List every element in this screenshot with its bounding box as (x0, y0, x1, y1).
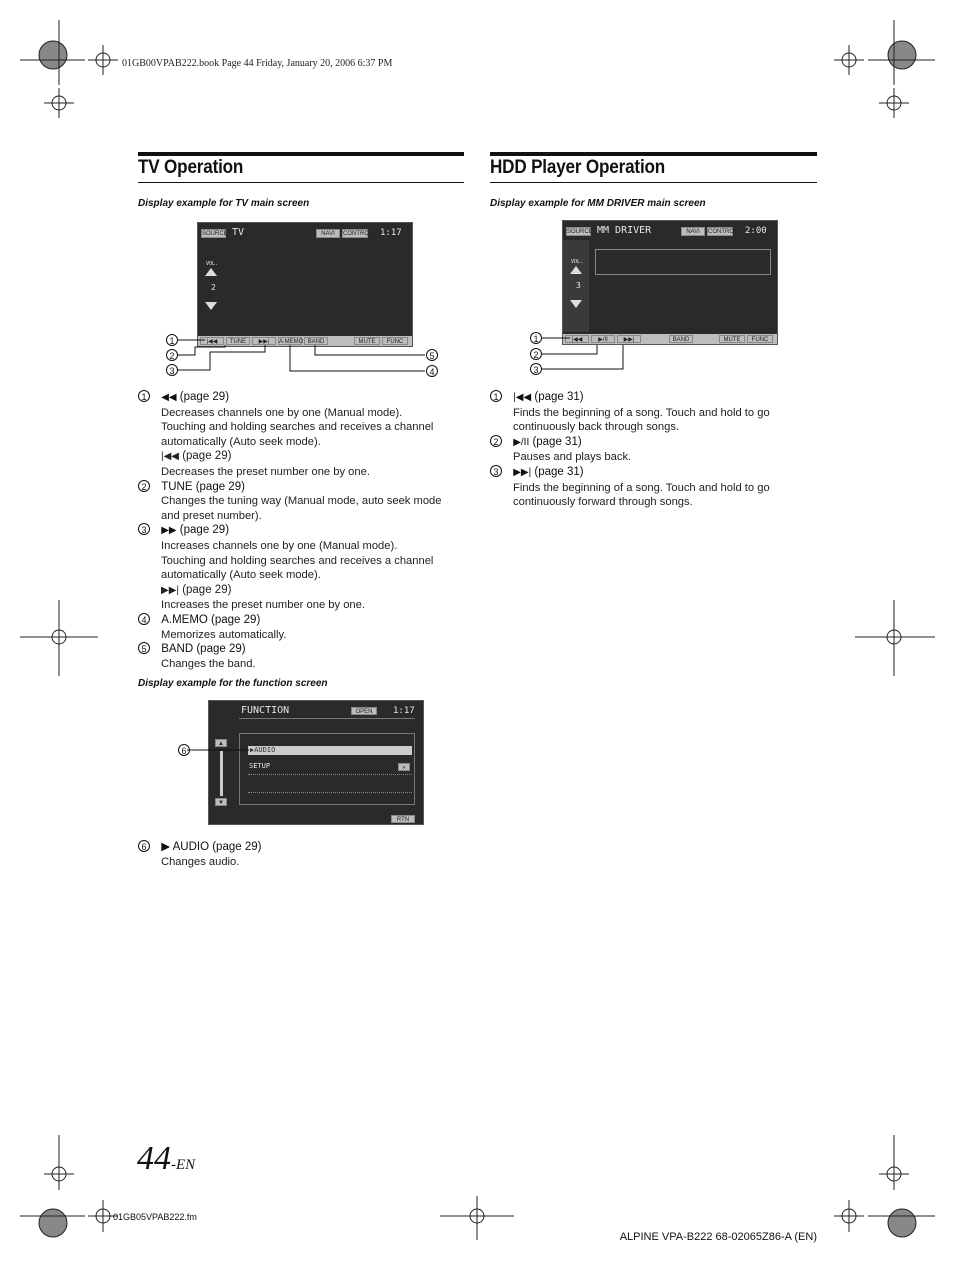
tv-item-2 (138, 480, 468, 495)
file-info: 01GB00VPAB222.book Page 44 Friday, January 20, 2006 6:37 PM (122, 58, 393, 69)
tv-title-underline (138, 182, 464, 183)
footer-file: 01GB05VPAB222.fm (113, 1212, 197, 1222)
setup-arrow-icon[interactable]: » (398, 763, 410, 771)
volume-down-icon[interactable] (205, 302, 217, 310)
desc-line: Memorizes automatically. (161, 628, 287, 641)
hdd-title-bar (490, 152, 817, 156)
hdd-main-screen (562, 220, 778, 345)
tv-callout-lines (160, 330, 450, 380)
tv-item-2-label: TUNE (page 29) (161, 480, 245, 493)
tv-item-6 (138, 840, 468, 869)
tv-item-6-number: 6 (138, 840, 150, 852)
control-button[interactable]: CONTROL (708, 229, 738, 235)
tv-item-3-desc (161, 539, 468, 613)
volume-value: 2 (211, 283, 216, 292)
tv-item-2-number: 2 (138, 480, 150, 492)
tv-section-title: TV Operation (138, 157, 244, 178)
skip-forward-icon: ▶▶| (513, 466, 532, 478)
tune-button[interactable]: TUNE (226, 337, 250, 345)
tv-item-6-label: ▶ AUDIO (page 29) (161, 841, 262, 853)
hdd-clock: 2:00 (745, 226, 767, 236)
tv-item-4-desc (161, 628, 468, 643)
hdd-item-1 (490, 390, 820, 406)
navi-button[interactable]: NAVI (316, 229, 340, 238)
tv-item-3-number: 3 (138, 523, 150, 535)
skip-back-icon: |◀◀ (513, 392, 532, 403)
desc-line: Increases the preset number one by one. (161, 599, 365, 612)
navi-button[interactable]: NAVI (681, 227, 705, 236)
tv-callout-4: 4 (426, 365, 438, 377)
desc-line: Finds the beginning of a song. Touch and hold to go (513, 406, 770, 419)
hdd-main-caption: Display example for MM DRIVER main screen (490, 198, 706, 209)
desc-ref: (page 29) (182, 583, 232, 596)
fast-forward-icon: ▶▶ (161, 525, 177, 537)
prev-preset-button[interactable]: |◀◀ (200, 337, 224, 345)
volume-label: VOL. (571, 259, 584, 265)
hdd-item-3-desc (513, 481, 820, 510)
func-button[interactable]: FUNC (747, 335, 773, 343)
hdd-item-1-ref: (page 31) (534, 391, 584, 403)
hdd-callout-2: 2 (530, 348, 542, 360)
source-button[interactable]: SOURCE (202, 231, 228, 237)
open-button[interactable]: OPEN (351, 707, 377, 715)
desc-ref: (page 29) (182, 450, 232, 463)
hdd-item-3-number: 3 (490, 465, 502, 477)
desc-line: Touching and holding searches and receives a channel (161, 421, 434, 434)
tv-item-3 (138, 523, 468, 539)
tv-item-1-number: 1 (138, 390, 150, 402)
footer-model: ALPINE VPA-B222 68-02065Z86-A (EN) (619, 1231, 817, 1243)
scroll-down-icon[interactable]: ▼ (215, 798, 227, 806)
desc-line: Changes audio. (161, 855, 240, 868)
title-display-box (595, 249, 771, 275)
tv-main-caption: Display example for TV main screen (138, 198, 310, 209)
band-button[interactable]: BAND (669, 335, 693, 343)
desc-line: Pauses and plays back. (513, 451, 632, 464)
tv-item-1-desc (161, 406, 468, 480)
hdd-mode-label: MM DRIVER (597, 225, 652, 236)
tv-main-screen (197, 222, 413, 347)
desc-line: Changes the tuning way (Manual mode, auto seek mode (161, 495, 442, 508)
page-number-block (137, 1140, 195, 1178)
desc-line: Decreases the preset number one by one. (161, 465, 370, 478)
function-row-audio[interactable]: ▶AUDIO (248, 746, 412, 755)
desc-line: continuously forward through songs. (513, 496, 693, 509)
play-pause-button[interactable]: ▶/II (591, 335, 615, 343)
tv-item-5 (138, 642, 468, 657)
mute-button[interactable]: MUTE (719, 335, 745, 343)
hdd-callout-3: 3 (530, 363, 542, 375)
volume-up-icon[interactable] (570, 266, 582, 274)
desc-line: Increases channels one by one (Manual mode). (161, 539, 398, 552)
tv-clock: 1:17 (380, 228, 402, 238)
play-pause-icon: ▶/II (513, 436, 530, 448)
volume-value: 3 (576, 281, 581, 290)
tv-item-5-number: 5 (138, 642, 150, 654)
mute-button[interactable]: MUTE (354, 337, 380, 345)
skip-forward-icon: ▶▶| (161, 584, 179, 596)
hdd-callout-1: 1 (530, 332, 542, 344)
desc-line: Decreases channels one by one (Manual mode). (161, 406, 403, 419)
volume-down-icon[interactable] (570, 300, 582, 308)
next-track-button[interactable]: ▶▶| (617, 335, 641, 343)
function-callout-6: 6 (178, 744, 190, 756)
tv-item-3-ref: (page 29) (179, 524, 230, 537)
function-screen (208, 700, 424, 825)
source-button[interactable]: SOURCE (567, 229, 593, 235)
page-number: 44 (137, 1140, 171, 1177)
tv-item-2-desc (161, 494, 468, 523)
band-button[interactable]: BAND (304, 337, 328, 345)
page-suffix: -EN (171, 1157, 196, 1173)
function-title: FUNCTION (241, 705, 290, 716)
tv-function-caption: Display example for the function screen (138, 678, 328, 689)
scroll-up-icon[interactable]: ▲ (215, 739, 227, 747)
hdd-item-3-ref: (page 31) (534, 465, 584, 478)
tv-item-5-label: BAND (page 29) (161, 643, 246, 656)
function-row-setup[interactable]: SETUP (249, 762, 271, 770)
return-button[interactable]: RTN (391, 815, 415, 823)
tv-mode-label: TV (232, 227, 245, 238)
hdd-item-2 (490, 435, 820, 451)
hdd-item-3 (490, 465, 820, 481)
hdd-item-2-ref: (page 31) (532, 435, 582, 448)
tv-callout-3: 3 (166, 364, 178, 376)
tv-item-1-ref: (page 29) (179, 391, 230, 403)
func-button[interactable]: FUNC (382, 337, 408, 345)
volume-label: VOL. (206, 261, 219, 267)
desc-line: automatically (Auto seek mode). (161, 435, 321, 448)
control-button[interactable]: CONTROL (343, 231, 373, 237)
skip-back-icon: |◀◀ (161, 451, 179, 463)
hdd-title-underline (490, 182, 817, 183)
divider (239, 718, 415, 719)
hdd-callout-lines (525, 330, 645, 380)
volume-up-icon[interactable] (205, 268, 217, 276)
amemo-button[interactable]: A.MEMO (279, 339, 304, 345)
desc-line: continuously back through songs. (513, 421, 680, 434)
tv-item-4-label: A.MEMO (page 29) (161, 613, 261, 626)
desc-line: and preset number). (161, 509, 262, 522)
hdd-item-list (490, 390, 820, 510)
hdd-item-2-number: 2 (490, 435, 502, 447)
tv-callout-1: 1 (166, 334, 178, 346)
desc-line: Finds the beginning of a song. Touch and hold to go (513, 481, 770, 494)
prev-track-button[interactable]: |◀◀ (565, 335, 589, 343)
rewind-icon: ◀◀ (161, 392, 177, 403)
hdd-item-1-number: 1 (490, 390, 502, 402)
tv-item-1 (138, 390, 468, 406)
desc-line: Touching and holding searches and receives a channel (161, 554, 434, 567)
tv-item-6-desc (161, 855, 468, 870)
tv-item-list (138, 390, 468, 671)
desc-line: automatically (Auto seek mode). (161, 569, 321, 582)
hdd-item-2-desc (513, 450, 820, 465)
desc-line: Changes the band. (161, 657, 256, 670)
function-list (239, 733, 415, 805)
divider (248, 792, 412, 793)
tv-callout-5: 5 (426, 349, 438, 361)
function-clock: 1:17 (393, 706, 415, 716)
hdd-section-title: HDD Player Operation (490, 157, 666, 178)
tv-callout-2: 2 (166, 349, 178, 361)
hdd-item-1-desc (513, 406, 820, 435)
next-preset-button[interactable]: ▶▶| (252, 337, 276, 345)
tv-item-4 (138, 613, 468, 628)
tv-item-4-number: 4 (138, 613, 150, 625)
tv-item-5-desc (161, 657, 468, 672)
divider (248, 774, 412, 775)
tv-title-bar (138, 152, 464, 156)
